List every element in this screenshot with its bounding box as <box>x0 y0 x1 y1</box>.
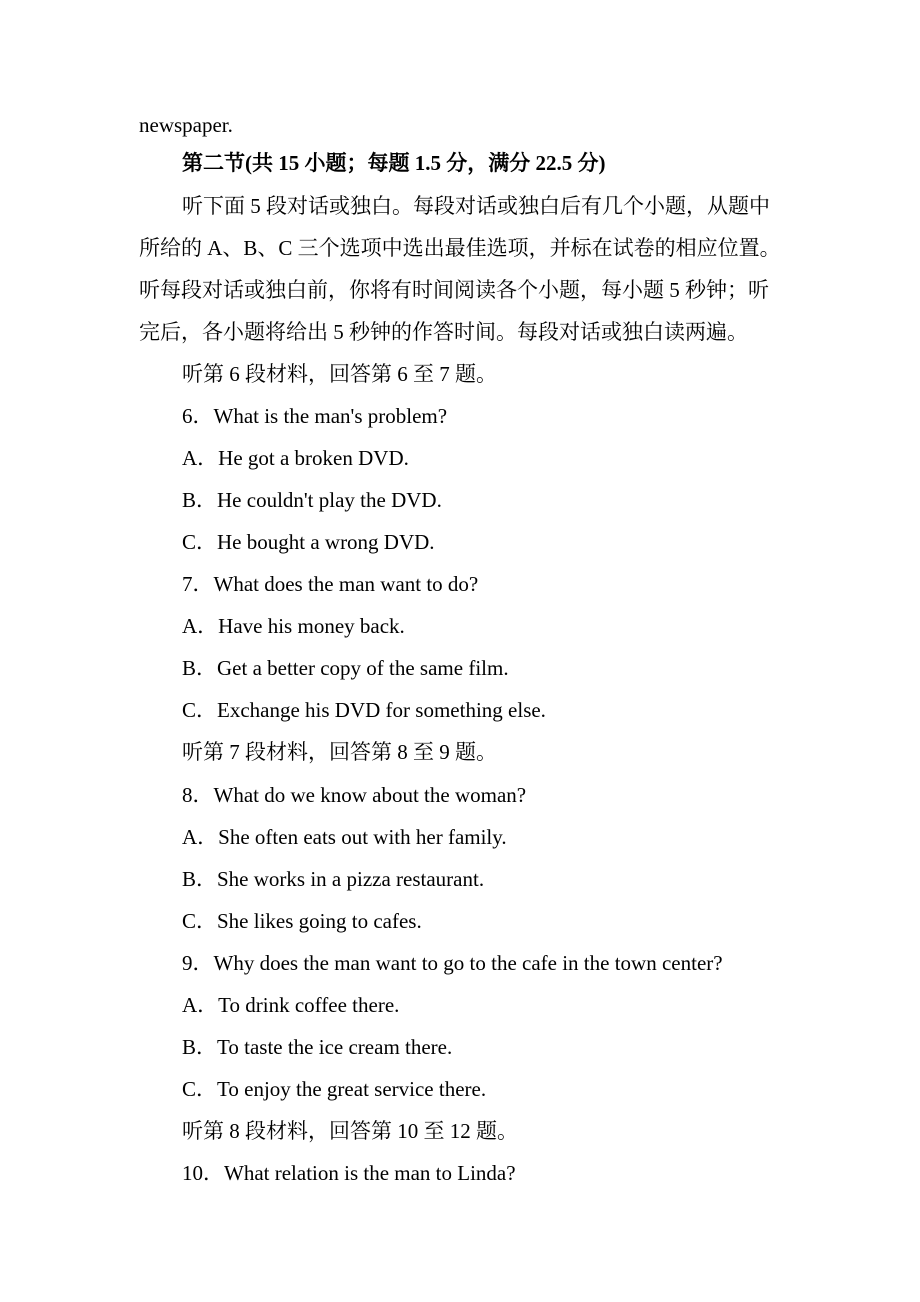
question-6: 6．What is the man's problem? <box>182 404 448 428</box>
question-8-option-a: A．She often eats out with her family. <box>182 825 507 849</box>
question-9-option-b: B．To taste the ice cream there. <box>182 1035 453 1059</box>
question-8-option-c: C．She likes going to cafes. <box>182 909 422 933</box>
question-9-option-a: A．To drink coffee there. <box>182 993 400 1017</box>
question-9: 9．Why does the man want to go to the cafe in the town center? <box>182 951 723 975</box>
intro-tail-text: newspaper. <box>139 113 233 137</box>
instruction-line-1: 听下面 5 段对话或独白。每段对话或独白后有几个小题，从题中 <box>182 194 770 218</box>
passage-8-heading: 听第 8 段材料，回答第 10 至 12 题。 <box>182 1119 518 1143</box>
question-7: 7．What does the man want to do? <box>182 572 479 596</box>
instruction-line-4: 完后，各小题将给出 5 秒钟的作答时间。每段对话或独白读两遍。 <box>139 320 748 344</box>
section-title: 第二节(共 15 小题；每题 1.5 分，满分 22.5 分) <box>182 151 606 175</box>
passage-7-heading: 听第 7 段材料，回答第 8 至 9 题。 <box>182 740 497 764</box>
passage-6-heading: 听第 6 段材料，回答第 6 至 7 题。 <box>182 362 497 386</box>
question-10: 10．What relation is the man to Linda? <box>182 1161 516 1185</box>
question-8-option-b: B．She works in a pizza restaurant. <box>182 867 485 891</box>
question-6-option-c: C．He bought a wrong DVD. <box>182 530 435 554</box>
question-7-option-a: A．Have his money back. <box>182 614 405 638</box>
instruction-line-3: 听每段对话或独白前，你将有时间阅读各个小题，每小题 5 秒钟；听 <box>139 278 769 302</box>
instruction-line-2: 所给的 A、B、C 三个选项中选出最佳选项，并标在试卷的相应位置。 <box>139 236 781 260</box>
question-7-option-c: C．Exchange his DVD for something else. <box>182 698 546 722</box>
question-6-option-a: A．He got a broken DVD. <box>182 446 409 470</box>
question-9-option-c: C．To enjoy the great service there. <box>182 1077 487 1101</box>
question-8: 8．What do we know about the woman? <box>182 783 527 807</box>
question-7-option-b: B．Get a better copy of the same film. <box>182 656 509 680</box>
question-6-option-b: B．He couldn't play the DVD. <box>182 488 442 512</box>
